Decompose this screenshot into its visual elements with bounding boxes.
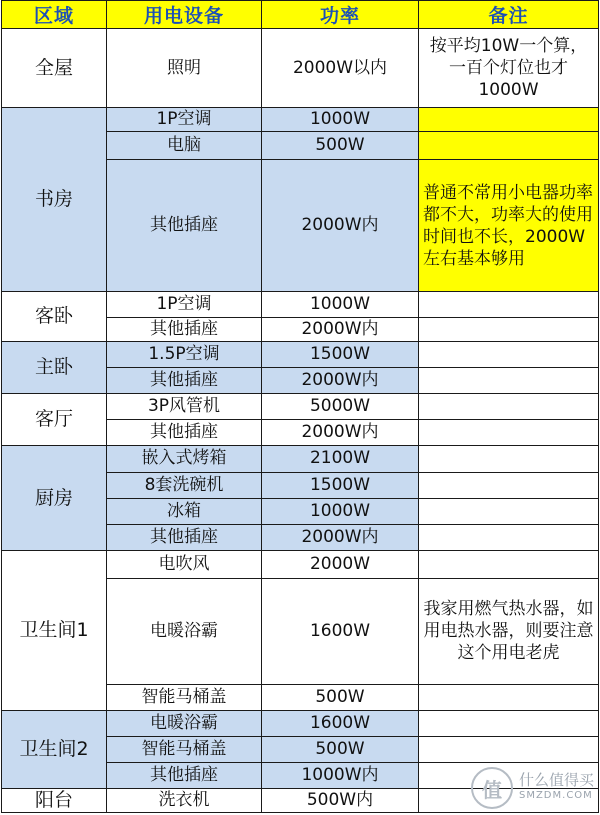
area-cell: 客厅 bbox=[2, 394, 107, 446]
device-cell: 其他插座 bbox=[107, 160, 262, 292]
power-cell: 2000W内 bbox=[262, 420, 419, 446]
note-cell bbox=[419, 342, 599, 368]
power-cell: 2000W以内 bbox=[262, 29, 419, 108]
note-cell bbox=[419, 420, 599, 446]
device-cell: 1P空调 bbox=[107, 108, 262, 132]
device-cell: 冰箱 bbox=[107, 498, 262, 524]
power-cell: 1000W bbox=[262, 292, 419, 318]
power-cell: 1000W bbox=[262, 498, 419, 524]
table-row bbox=[2, 446, 599, 472]
device-cell: 洗衣机 bbox=[107, 788, 262, 812]
device-cell: 其他插座 bbox=[107, 420, 262, 446]
table-row bbox=[2, 29, 599, 108]
device-cell: 智能马桶盖 bbox=[107, 684, 262, 710]
note-cell bbox=[419, 550, 599, 578]
header-device: 用电设备 bbox=[107, 1, 262, 29]
device-cell: 其他插座 bbox=[107, 762, 262, 788]
header-note: 备注 bbox=[419, 1, 599, 29]
note-cell: 我家用燃气热水器，如用电热水器，则要注意这个用电老虎 bbox=[419, 578, 599, 684]
power-cell: 2000W内 bbox=[262, 524, 419, 550]
area-cell: 主卧 bbox=[2, 342, 107, 394]
note-cell bbox=[419, 736, 599, 762]
power-cell: 1500W bbox=[262, 342, 419, 368]
device-cell: 1P空调 bbox=[107, 292, 262, 318]
device-cell: 其他插座 bbox=[107, 368, 262, 394]
table-row bbox=[2, 342, 599, 368]
power-table bbox=[1, 0, 599, 813]
watermark bbox=[471, 767, 594, 809]
power-cell: 500W bbox=[262, 736, 419, 762]
power-cell: 500W内 bbox=[262, 788, 419, 812]
smzdm-logo-icon: 值 bbox=[471, 767, 513, 809]
header-row bbox=[2, 1, 599, 29]
device-cell: 1.5P空调 bbox=[107, 342, 262, 368]
note-cell bbox=[419, 446, 599, 472]
table-row bbox=[2, 292, 599, 318]
device-cell: 照明 bbox=[107, 29, 262, 108]
device-cell: 其他插座 bbox=[107, 318, 262, 342]
note-cell bbox=[419, 132, 599, 160]
note-cell bbox=[419, 710, 599, 736]
device-cell: 电吹风 bbox=[107, 550, 262, 578]
power-cell: 2000W bbox=[262, 550, 419, 578]
note-cell bbox=[419, 394, 599, 420]
area-cell: 卫生间1 bbox=[2, 550, 107, 710]
device-cell: 3P风管机 bbox=[107, 394, 262, 420]
power-cell: 1600W bbox=[262, 578, 419, 684]
power-cell: 2000W内 bbox=[262, 368, 419, 394]
power-cell: 500W bbox=[262, 132, 419, 160]
power-cell: 2000W内 bbox=[262, 160, 419, 292]
power-cell: 1000W bbox=[262, 108, 419, 132]
note-cell bbox=[419, 498, 599, 524]
device-cell: 嵌入式烤箱 bbox=[107, 446, 262, 472]
watermark-line1: 什么值得买 bbox=[518, 771, 594, 789]
device-cell: 其他插座 bbox=[107, 524, 262, 550]
area-cell: 全屋 bbox=[2, 29, 107, 108]
area-cell: 厨房 bbox=[2, 446, 107, 550]
power-cell: 1500W bbox=[262, 472, 419, 498]
device-cell: 8套洗碗机 bbox=[107, 472, 262, 498]
table-row bbox=[2, 394, 599, 420]
device-cell: 智能马桶盖 bbox=[107, 736, 262, 762]
note-cell bbox=[419, 318, 599, 342]
note-cell bbox=[419, 684, 599, 710]
note-cell bbox=[419, 472, 599, 498]
note-cell: 普通不常用小电器功率都不大，功率大的使用时间也不长，2000W左右基本够用 bbox=[419, 160, 599, 292]
note-cell: 按平均10W一个算，一百个灯位也才1000W bbox=[419, 29, 599, 108]
device-cell: 电脑 bbox=[107, 132, 262, 160]
power-cell: 2000W内 bbox=[262, 318, 419, 342]
note-cell bbox=[419, 368, 599, 394]
note-cell bbox=[419, 524, 599, 550]
header-area: 区域 bbox=[2, 1, 107, 29]
table-row bbox=[2, 710, 599, 736]
area-cell: 卫生间2 bbox=[2, 710, 107, 788]
power-cell: 1600W bbox=[262, 710, 419, 736]
power-cell: 500W bbox=[262, 684, 419, 710]
area-cell: 客卧 bbox=[2, 292, 107, 342]
power-cell: 1000W内 bbox=[262, 762, 419, 788]
area-cell: 书房 bbox=[2, 108, 107, 292]
note-cell bbox=[419, 108, 599, 132]
watermark-line2: SMZDM.COM bbox=[518, 790, 593, 801]
table-row bbox=[2, 108, 599, 132]
header-power: 功率 bbox=[262, 1, 419, 29]
note-cell bbox=[419, 292, 599, 318]
power-cell: 2100W bbox=[262, 446, 419, 472]
device-cell: 电暖浴霸 bbox=[107, 710, 262, 736]
table-row bbox=[2, 550, 599, 578]
device-cell: 电暖浴霸 bbox=[107, 578, 262, 684]
area-cell: 阳台 bbox=[2, 788, 107, 812]
power-cell: 5000W bbox=[262, 394, 419, 420]
